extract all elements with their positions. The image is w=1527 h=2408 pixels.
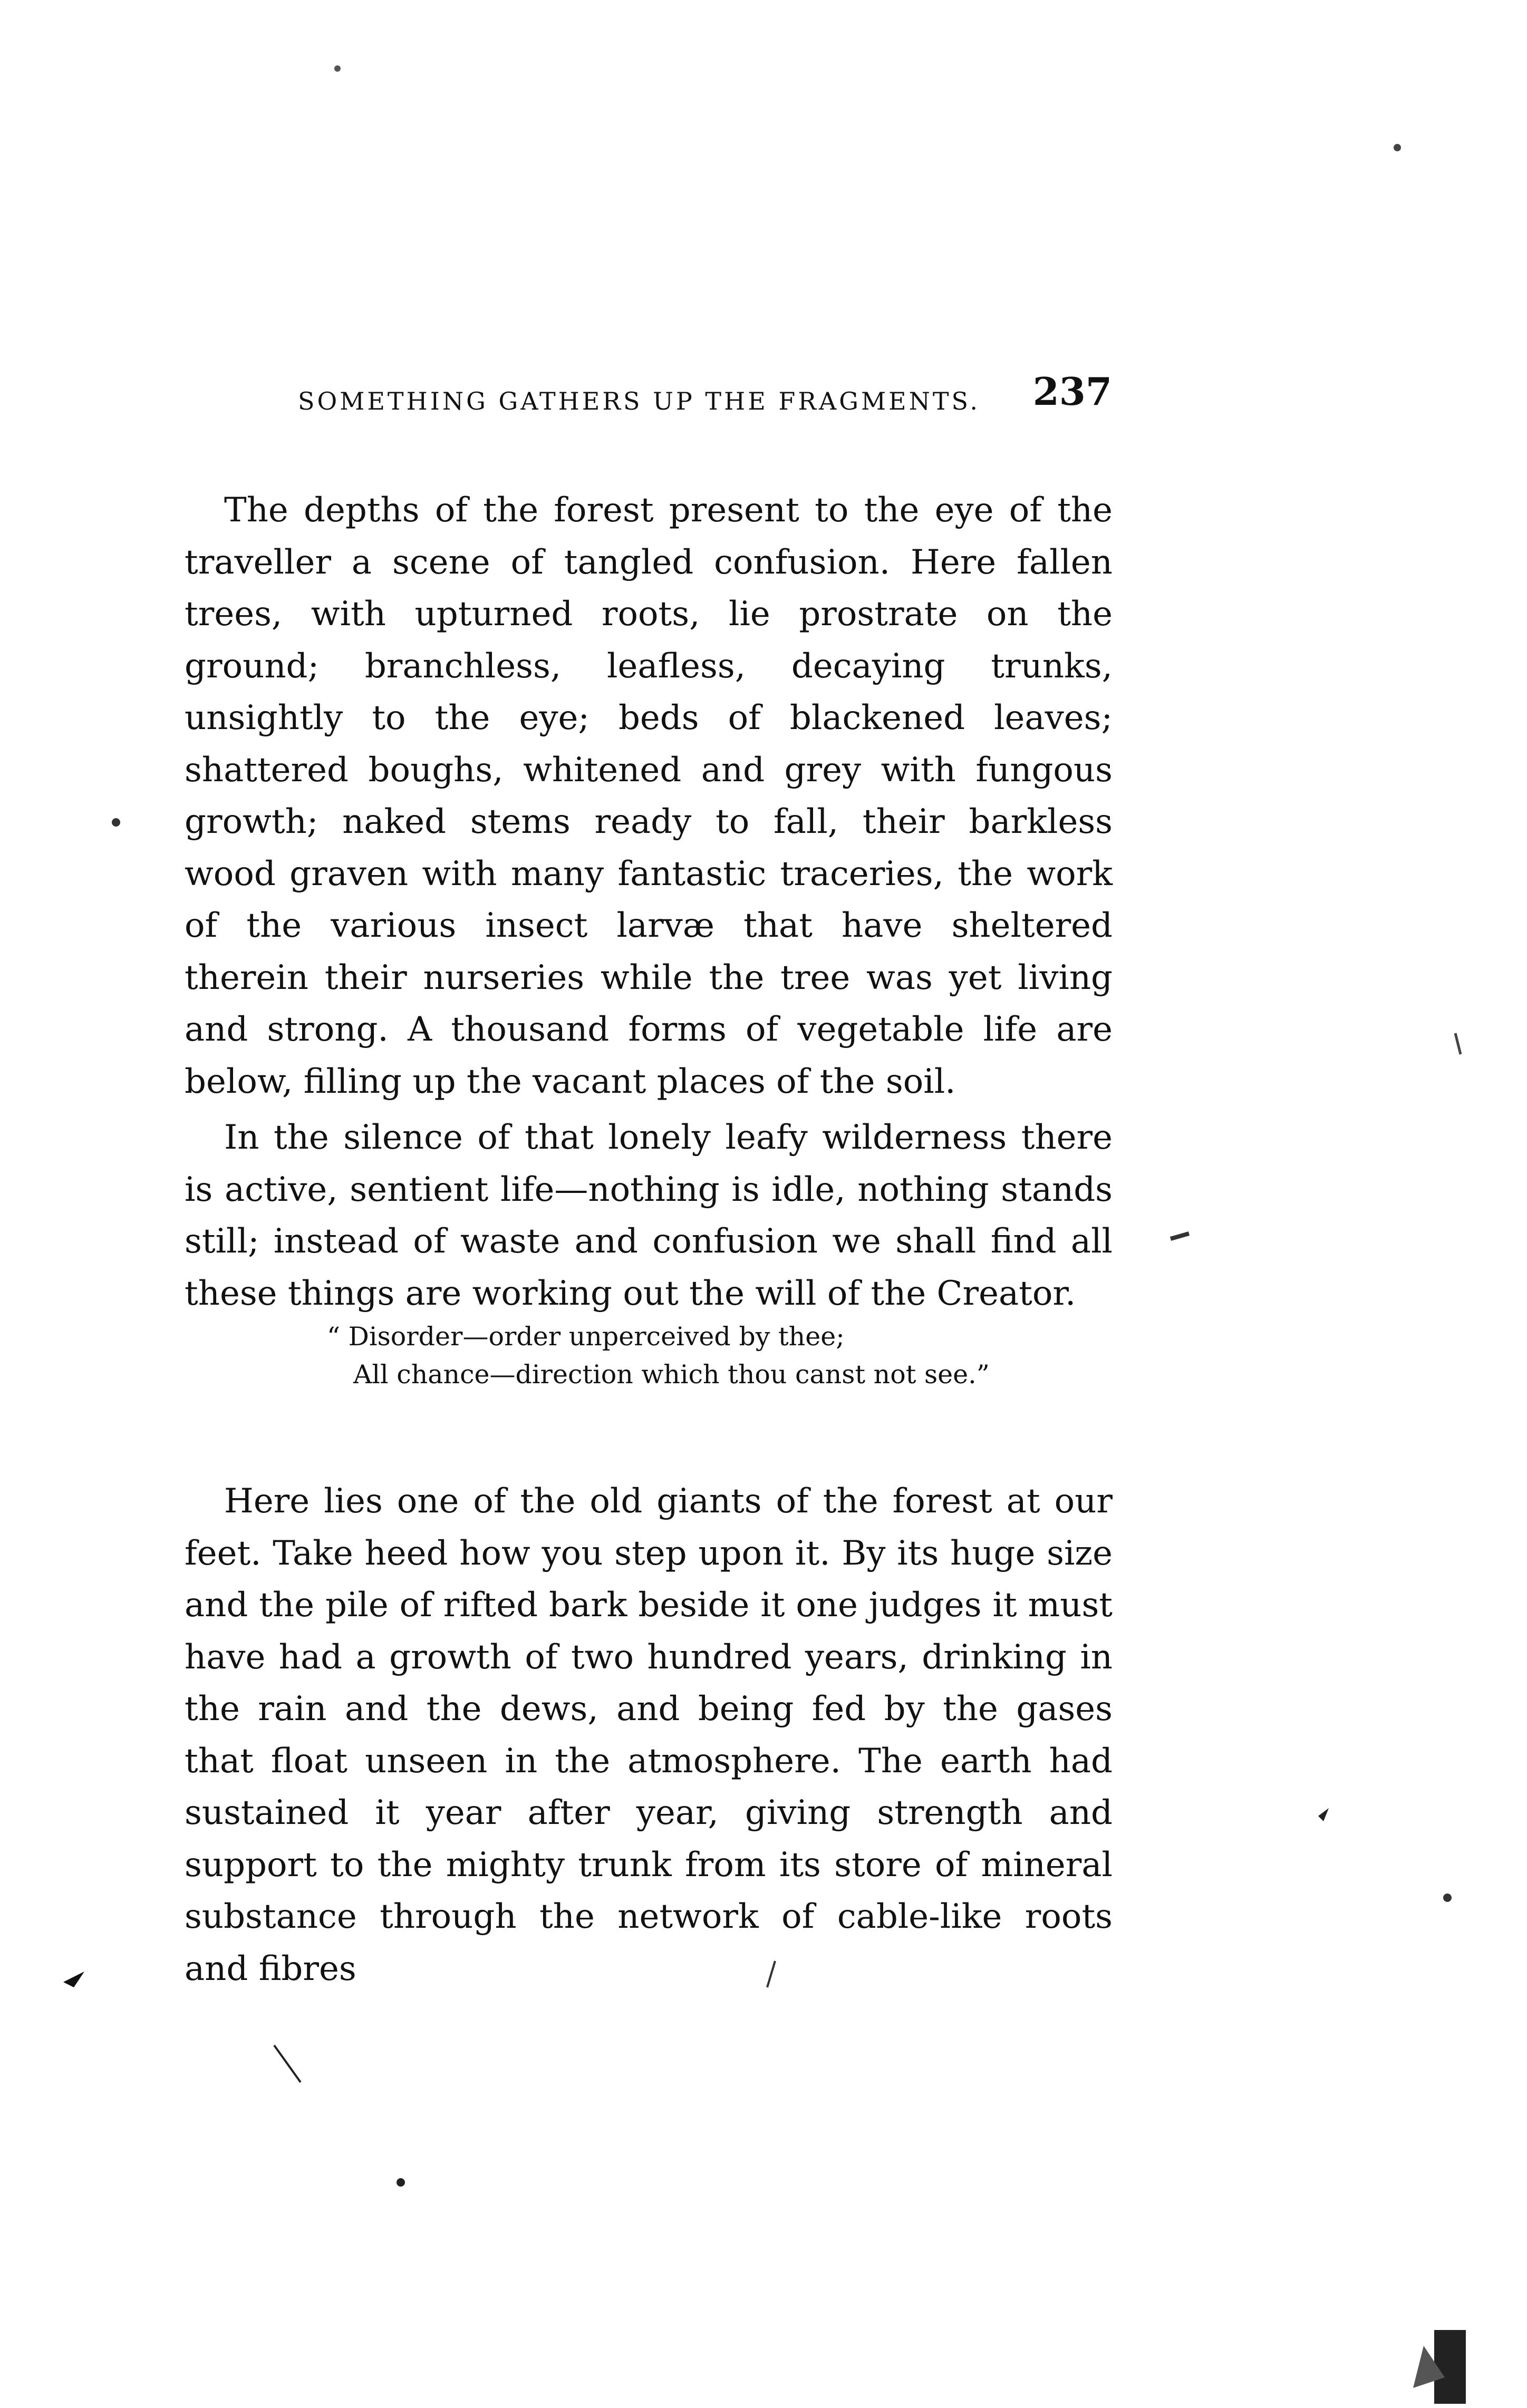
page-number: 237 [1032, 369, 1112, 414]
quote-line: “ Disorder—order unperceived by thee; [327, 1322, 845, 1352]
paragraph-text: The depths of the forest present to the eye of the traveller a scene of tangled confusion. Here fallen trees, with upturned roots, lie prostrate on the ground; branchless, leafless, decaying trunks, unsightly to the eye; beds of blackened leaves; shattered boughs, whitened and grey with fungous growth; naked stems ready to fall, their barkless wood graven with many fantastic traceries, the work of the various insect larvæ that have sheltered therein their nurseries while the tree was yet living and strong. A thousand forms of vegetable life are below, filling up the vacant places of the soil. [185, 491, 1113, 1101]
quote-line: All chance—direction which thou canst not see.” [353, 1360, 990, 1390]
paragraph-text: In the silence of that lonely leafy wilderness there is active, sentient life—nothing is idle, nothing stands still; instead of waste and confusion we shall find all these things are working out the will of the Creator. [185, 1118, 1113, 1313]
paragraph-text: Here lies one of the old giants of the forest at our feet. Take heed how you step upon it. By its huge size and the pile of rifted bark beside it one judges it must have had a growth of two hundred years, drinking in the rain and the dews, and being fed by the gases that float unseen in the atmosphere. The earth had sustained it year after year, giving strength and support to the mighty trunk from its store of mineral substance through the network of cable-like roots and fibres [185, 1482, 1113, 1988]
running-head: SOMETHING GATHERS UP THE FRAGMENTS. [298, 387, 981, 415]
